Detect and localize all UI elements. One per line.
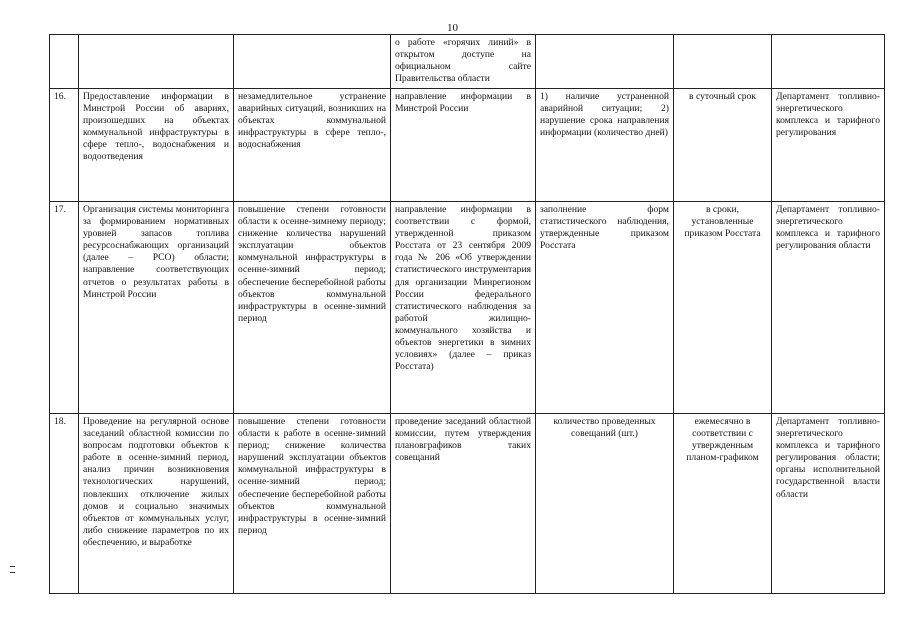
executor-cell: Департамент топливно-энергетического комплекса и тарифного регулирования bbox=[772, 89, 885, 202]
tool-cell: направление информации в Минстрой России bbox=[391, 89, 536, 202]
action-cell: Организация системы мониторинга за формированием нормативных уровней запасов топлива ресурсоснабжающих организаций (далее – РСО) области; направление соответствующих отчетов о результатах работы в Минстрой России bbox=[79, 202, 234, 414]
tool-cell: направление информации в соответствии с формой, утвержденной приказом Росстата от 23 сентября 2009 года № 206 «Об утверждении статистического инструментария для организации Минрегионом России федерального статистического наблюдения за работой жилищно-коммунального хозяйства и объектов энергетики в зимних условиях» (далее – приказ Росстата) bbox=[391, 202, 536, 414]
term-cell: ежемесячно в соответствии с утвержденным планом-графиком bbox=[674, 414, 772, 594]
goal-cell: незамедлительное устранение аварийных ситуаций, возникших на объектах коммунальной инфраструктуры в сфере тепло-, водоснабжения bbox=[234, 89, 391, 202]
action-cell: Предоставление информации в Минстрой России об авариях, произошедших на объектах коммунальной инфраструктуры в сфере тепло-, водоснабжения и водоотведения bbox=[79, 89, 234, 202]
term-cell: в сроки, установленные приказом Росстата bbox=[674, 202, 772, 414]
indicator-cell: 1) наличие устраненной аварийной ситуации; 2) нарушение срока направления информации (количество дней) bbox=[536, 89, 674, 202]
tool-cell: о работе «горячих линий» в открытом доступе на официальном сайте Правительства области bbox=[391, 35, 536, 89]
margin-mark bbox=[10, 566, 15, 573]
table-row bbox=[50, 202, 885, 414]
executor-cell bbox=[772, 35, 885, 89]
goal-cell: повышение степени готовности области к работе в осенне-зимний период; снижение количества нарушений эксплуатации объектов коммунальной инфраструктуры в осенне-зимний период; обеспечение бесперебойной работы объектов коммунальной инфраструктуры в осенне-зимний период bbox=[234, 414, 391, 594]
table-row bbox=[50, 35, 885, 89]
action-cell bbox=[79, 35, 234, 89]
indicator-cell bbox=[536, 35, 674, 89]
page-number: 10 bbox=[447, 22, 458, 34]
goal-cell: повышение степени готовности области к осенне-зимнему периоду; снижение количества нарушений эксплуатации объектов коммунальной инфраструктуры в осенне-зимний период; обеспечение бесперебойной работы объектов коммунальной инфраструктуры в осенне-зимний период bbox=[234, 202, 391, 414]
table-row bbox=[50, 89, 885, 202]
term-cell: в суточный срок bbox=[674, 89, 772, 202]
row-number bbox=[50, 35, 79, 89]
term-cell bbox=[674, 35, 772, 89]
row-number: 18. bbox=[50, 414, 79, 594]
goal-cell bbox=[234, 35, 391, 89]
table-row bbox=[50, 414, 885, 594]
row-number: 17. bbox=[50, 202, 79, 414]
tool-cell: проведение заседаний областной комиссии, путем утверждения плановграфиков таких совещаний bbox=[391, 414, 536, 594]
indicator-cell: количество проведенных совещаний (шт.) bbox=[536, 414, 674, 594]
executor-cell: Департамент топливно-энергетического комплекса и тарифного регулирования области bbox=[772, 202, 885, 414]
measures-table bbox=[49, 34, 885, 594]
indicator-cell: заполнение форм статистического наблюдения, утвержденные приказом Росстата bbox=[536, 202, 674, 414]
action-cell: Проведение на регулярной основе заседаний областной комиссии по вопросам подготовки объектов к работе в осенне-зимний период, анализ причин возникновения технологических нарушений, повлекших отключение жилых домов и социально значимых объектов от коммунальных услуг, либо снижение параметров по их обеспечению, и выработке bbox=[79, 414, 234, 594]
executor-cell: Департамент топливно-энергетического комплекса и тарифного регулирования области; органы исполнительной государственной власти области bbox=[772, 414, 885, 594]
row-number: 16. bbox=[50, 89, 79, 202]
